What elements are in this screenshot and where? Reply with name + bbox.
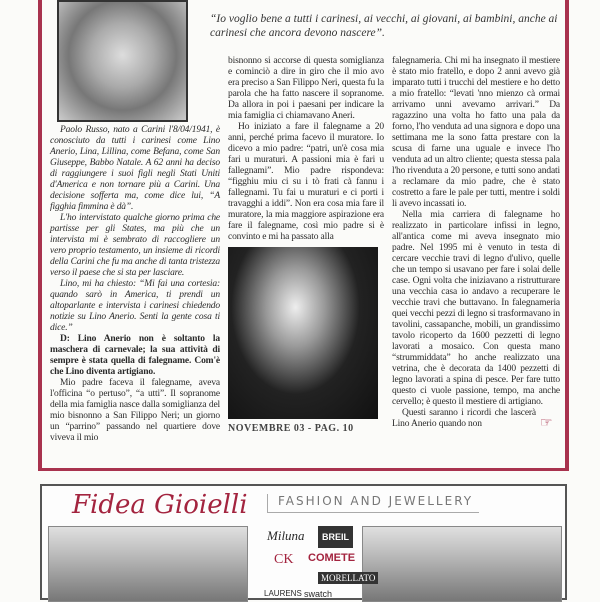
logo-swatch: swatch bbox=[304, 589, 333, 599]
left-red-rule bbox=[38, 0, 42, 468]
column-1 bbox=[50, 125, 220, 444]
answer-paragraph: bisnonno si accorse di questa somiglianza e cominciò a dire in giro che il mio avo era preciso a San Filippo Neri, questa fu la parola che ha fatto nascere il sopranome. Da allora in poi i paesani per indicare la mia famiglia ci chiamavano Aneri. bbox=[228, 56, 384, 121]
middle-column-wrap bbox=[228, 56, 384, 434]
intro-paragraph: Lino, mi ha chiesto: “Mi fai una cortesia: quando sarò in America, ti prendi un altoparlante e intervista i carinesi chiedendo notizie su Lino Anerio. Senti la gente cosa ti dice.” bbox=[50, 279, 220, 333]
advertisement bbox=[40, 484, 567, 600]
column-3 bbox=[392, 56, 560, 430]
logo-miluna: Miluna bbox=[267, 528, 305, 543]
shop-photo-right bbox=[362, 526, 562, 602]
logo-ck: CK bbox=[274, 552, 294, 567]
logo-breil: BREIL bbox=[318, 526, 353, 548]
bottom-red-rule bbox=[38, 468, 569, 471]
ad-brand: Fidea Gioielli bbox=[72, 490, 248, 520]
portrait-photo bbox=[57, 0, 188, 122]
answer-paragraph: Mio padre faceva il falegname, aveva l'officina “o pertuso”, “a utti”. Il sopranome della mia famiglia nasce dalla somiglianza del mio bisnonno a San Filippo Neri; un giorno un “parrino” passando nel quartiere dove viveva il mio bbox=[50, 378, 220, 443]
column-2 bbox=[228, 56, 384, 243]
logo-comete: COMETE bbox=[308, 552, 356, 564]
pull-quote: “Io voglio bene a tutti i carinesi, ai vecchi, ai giovani, ai bambini, anche ai carinesi che ancora devono nascere”. bbox=[210, 13, 558, 39]
ad-tagline: FASHION AND JEWELLERY bbox=[267, 494, 479, 513]
intro-paragraph: Paolo Russo, nato a Carini l'8/04/1941, è conosciuto da tutti i carinesi come Lino Anerio, Lina, Lillina, come Befana, come San Giuseppe, Babbo Natale. A 62 anni ha deciso di raggiungere i suoi figli negli Stati Uniti d'America e non tornare più a Carini. Una decisione sofferta ma, come dice lui, “A figghia fimmina è dà”. bbox=[50, 125, 220, 212]
answer-paragraph: Questi saranno i ricordi che lascerà Lino Anerio quando non bbox=[392, 408, 536, 429]
right-red-rule bbox=[565, 0, 569, 468]
answer-paragraph: Nella mia carriera di falegname ho realizzato in particolare infissi in legno, all'antica come mi aveva insegnato mio padre. Nel 1995 mi è venuto in testa di cercare vecchie travi di legno d'ulivo, quelle che un tempo si usavano per fare i solai delle case. Ogni volta che iniziavano a ristrutturare una vecchia casa io andavo a recuperare le vecchie travi che buttavano. In falegnameria quei vecchi pezzi di legno si trasformavano in tavolini, cassapanche, mobili, un grandissimo tavolo ricoperto da 1600 pezzetti di legno lavorati a mosaico. Con questa mano “strummiddata” ho anche realizzato una vetrina, che è decorata da 1400 pezzetti di legno lavorati a spina di pesce. Per fare tutto questo ci vuole passione, tempo, ma anche cervello; è questo il mestiere di artigiano. bbox=[392, 210, 560, 407]
lino-anerio-photo bbox=[228, 247, 378, 419]
pointing-hand-icon: ☞ bbox=[540, 416, 553, 431]
answer-paragraph: Ho iniziato a fare il falegname a 20 anni, perché prima facevo il muratore. Io dicevo a mio padre: “patri, un'è cosa mia fari u muraturi. A passioni mia è fari u fallegnami”. Mio padre rispondeva: “figghiu miu ci su i tò frati cà fannu i fallegnami. Tu fai u muraturi e ci porti i travagghi a iddi”. Non era cosa mia fare il muratore, la mia maggiore aspirazione era fare il falegname, così mio padre si è convinto e mi ha passato alla bbox=[228, 122, 384, 242]
logo-laurens: LAURENS bbox=[264, 589, 302, 598]
logo-morellato: MORELLATO bbox=[318, 572, 378, 584]
shop-photo-left bbox=[48, 526, 248, 602]
interview-question: D: Lino Anerio non è soltanto la maschera di carnevale; la sua attività di sempre è stata quella di falegname. Com'è che Lino diventa artigiano. bbox=[50, 334, 220, 377]
intro-paragraph: L'ho intervistato qualche giorno prima che partisse per gli States, ma più che un intervista mi è sembrato di raccogliere un vero proprio testamento, un insieme di ricordi della Carini che fu ma anche di tanta tristezza verso il paese che si sta per lasciare. bbox=[50, 213, 220, 278]
answer-paragraph: falegnameria. Chi mi ha insegnato il mestiere è stato mio fratello, e dopo 2 anni avevo già imparato tutti i trucchi del mestiere e ho detto a mio fratello: “levati 'nno mienzo cà ormai arrivamo unni avevamo arrivari.” Da ragazzino una volta ho fatto una pala da forno, l'ho venduta ad una signora e dopo una settimana me la sono fatta prestare con la scusa di farne una uguale e invece l'ho venduta ad un altro cliente; questa stessa pala l'ho rivenduta a 20 persone, e tutti sono andati a reclamare da mio padre, che è stato costretto a fare le pale per tutti, mentre i soldi li avevo incassati io. bbox=[392, 56, 560, 209]
page-footer: NOVEMBRE 03 - PAG. 10 bbox=[228, 423, 354, 434]
